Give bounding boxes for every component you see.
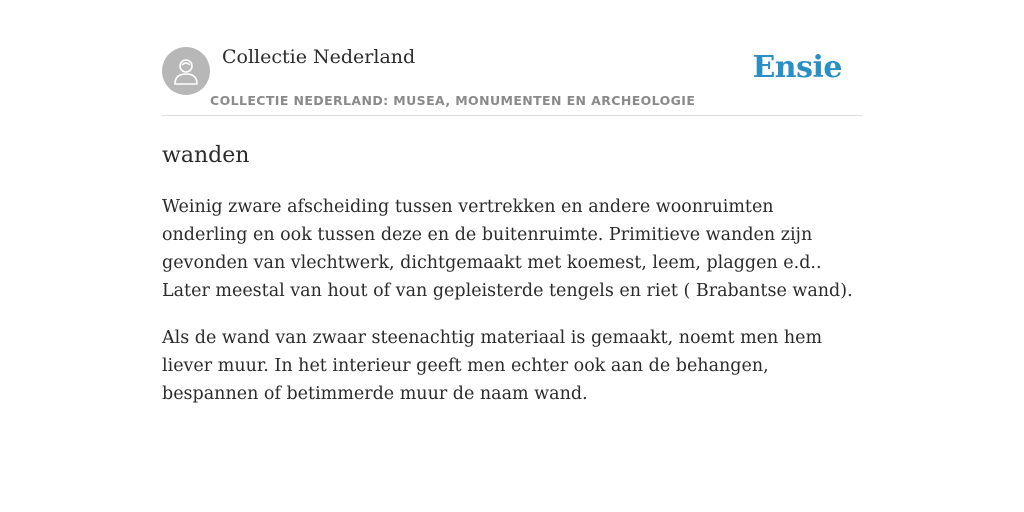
header [162, 0, 862, 116]
author-name[interactable]: Collectie Nederland [222, 46, 416, 68]
page-container [162, 0, 862, 408]
avatar[interactable] [162, 47, 210, 95]
article-paragraph: Als de wand van zwaar steenachtig materiaal is gemaakt, noemt men hem liever muur. In het interieur geeft men echter ook aan de behangen, bespannen of betimmerde muur de naam wand. [162, 328, 823, 404]
ensie-logo[interactable]: Ensie [752, 50, 842, 85]
article-title: wanden [162, 143, 250, 168]
user-icon [172, 56, 200, 86]
article-paragraph: Weinig zware afscheiding tussen vertrekken en andere woonruimten onderling en ook tussen deze en de buitenruimte. Primitieve wanden zijn gevonden van vlechtwerk, dichtgemaakt met koemest, leem, plaggen e.d.. Later meestal van hout of van gepleisterde tengels en riet ( Brabantse wand). [162, 197, 853, 301]
source-label[interactable]: COLLECTIE NEDERLAND: MUSEA, MONUMENTEN EN ARCHEOLOGIE [210, 93, 696, 108]
